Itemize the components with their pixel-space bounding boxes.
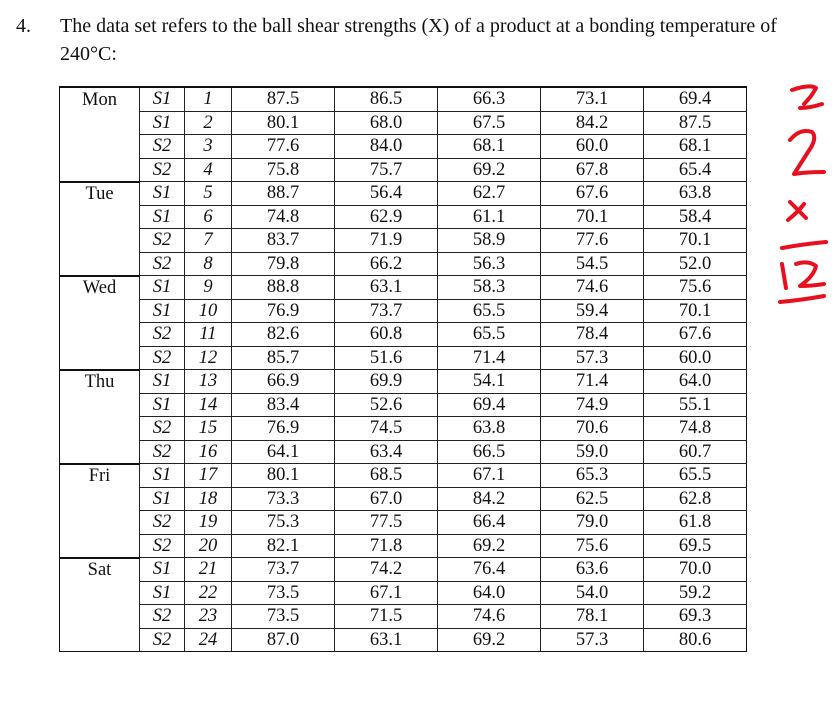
sample-number-cell: 18 — [185, 487, 232, 511]
sample-number-cell: 2 — [185, 111, 232, 135]
value-cell: 71.9 — [335, 229, 438, 253]
sample-number-cell: 20 — [185, 534, 232, 558]
value-cell: 70.1 — [644, 299, 747, 323]
value-cell: 59.4 — [541, 299, 644, 323]
value-cell: 67.6 — [644, 323, 747, 347]
table-row — [60, 346, 747, 370]
annotation-fraction-bar — [782, 242, 826, 248]
shift-cell: S2 — [140, 158, 185, 182]
day-cell — [60, 393, 140, 417]
value-cell: 84.2 — [438, 487, 541, 511]
value-cell: 62.5 — [541, 487, 644, 511]
table-row — [60, 605, 747, 629]
value-cell: 63.1 — [335, 276, 438, 300]
value-cell: 86.5 — [335, 87, 438, 111]
value-cell: 74.9 — [541, 393, 644, 417]
table-row — [60, 534, 747, 558]
table-row — [60, 393, 747, 417]
value-cell: 57.3 — [541, 628, 644, 652]
day-cell — [60, 511, 140, 535]
value-cell: 67.8 — [541, 158, 644, 182]
value-cell: 71.4 — [438, 346, 541, 370]
table-row — [60, 487, 747, 511]
day-cell — [60, 605, 140, 629]
value-cell: 68.1 — [438, 135, 541, 159]
value-cell: 61.1 — [438, 205, 541, 229]
sample-number-cell: 19 — [185, 511, 232, 535]
day-cell: Thu — [60, 370, 140, 394]
value-cell: 67.1 — [335, 581, 438, 605]
sample-number-cell: 6 — [185, 205, 232, 229]
data-table-body — [60, 87, 747, 652]
value-cell: 77.6 — [541, 229, 644, 253]
value-cell: 51.6 — [335, 346, 438, 370]
sample-number-cell: 12 — [185, 346, 232, 370]
shift-cell: S1 — [140, 111, 185, 135]
shift-cell: S2 — [140, 417, 185, 441]
sample-number-cell: 7 — [185, 229, 232, 253]
value-cell: 74.2 — [335, 558, 438, 582]
value-cell: 58.9 — [438, 229, 541, 253]
value-cell: 62.7 — [438, 182, 541, 206]
table-row — [60, 440, 747, 464]
value-cell: 66.2 — [335, 252, 438, 276]
value-cell: 59.0 — [541, 440, 644, 464]
day-cell: Sat — [60, 558, 140, 582]
shift-cell: S2 — [140, 135, 185, 159]
value-cell: 73.1 — [541, 87, 644, 111]
value-cell: 87.5 — [644, 111, 747, 135]
value-cell: 73.3 — [232, 487, 335, 511]
value-cell: 71.5 — [335, 605, 438, 629]
table-row — [60, 111, 747, 135]
value-cell: 75.6 — [644, 276, 747, 300]
day-cell: Tue — [60, 182, 140, 206]
shift-cell: S2 — [140, 440, 185, 464]
sample-number-cell: 3 — [185, 135, 232, 159]
value-cell: 75.8 — [232, 158, 335, 182]
shift-cell: S1 — [140, 276, 185, 300]
value-cell: 69.2 — [438, 534, 541, 558]
shift-cell: S2 — [140, 323, 185, 347]
sample-number-cell: 4 — [185, 158, 232, 182]
day-cell — [60, 205, 140, 229]
value-cell: 77.6 — [232, 135, 335, 159]
value-cell: 78.1 — [541, 605, 644, 629]
value-cell: 54.0 — [541, 581, 644, 605]
table-row — [60, 558, 747, 582]
value-cell: 69.4 — [644, 87, 747, 111]
value-cell: 77.5 — [335, 511, 438, 535]
sample-number-cell: 5 — [185, 182, 232, 206]
value-cell: 65.4 — [644, 158, 747, 182]
shift-cell: S2 — [140, 605, 185, 629]
shift-cell: S1 — [140, 464, 185, 488]
value-cell: 70.1 — [541, 205, 644, 229]
value-cell: 52.6 — [335, 393, 438, 417]
value-cell: 58.3 — [438, 276, 541, 300]
value-cell: 73.5 — [232, 605, 335, 629]
day-cell — [60, 346, 140, 370]
value-cell: 71.4 — [541, 370, 644, 394]
annotation-digit-12 — [782, 262, 824, 288]
value-cell: 87.5 — [232, 87, 335, 111]
data-table — [59, 86, 747, 652]
value-cell: 60.0 — [644, 346, 747, 370]
value-cell: 65.5 — [438, 299, 541, 323]
day-cell — [60, 487, 140, 511]
shift-cell: S1 — [140, 581, 185, 605]
value-cell: 80.1 — [232, 111, 335, 135]
day-cell — [60, 229, 140, 253]
day-cell — [60, 628, 140, 652]
value-cell: 76.9 — [232, 417, 335, 441]
sample-number-cell: 24 — [185, 628, 232, 652]
value-cell: 71.8 — [335, 534, 438, 558]
day-cell: Fri — [60, 464, 140, 488]
value-cell: 65.5 — [438, 323, 541, 347]
value-cell: 66.3 — [438, 87, 541, 111]
value-cell: 64.0 — [644, 370, 747, 394]
value-cell: 69.5 — [644, 534, 747, 558]
value-cell: 88.7 — [232, 182, 335, 206]
value-cell: 73.7 — [335, 299, 438, 323]
value-cell: 52.0 — [644, 252, 747, 276]
shift-cell: S2 — [140, 252, 185, 276]
value-cell: 78.4 — [541, 323, 644, 347]
value-cell: 68.5 — [335, 464, 438, 488]
value-cell: 70.0 — [644, 558, 747, 582]
value-cell: 66.5 — [438, 440, 541, 464]
value-cell: 64.1 — [232, 440, 335, 464]
value-cell: 82.1 — [232, 534, 335, 558]
value-cell: 74.8 — [232, 205, 335, 229]
value-cell: 74.8 — [644, 417, 747, 441]
value-cell: 62.9 — [335, 205, 438, 229]
question-number: 4. — [16, 15, 31, 37]
table-row — [60, 370, 747, 394]
value-cell: 54.5 — [541, 252, 644, 276]
value-cell: 84.0 — [335, 135, 438, 159]
value-cell: 74.6 — [438, 605, 541, 629]
table-row — [60, 417, 747, 441]
value-cell: 69.3 — [644, 605, 747, 629]
day-cell: Mon — [60, 87, 140, 111]
value-cell: 63.6 — [541, 558, 644, 582]
value-cell: 60.8 — [335, 323, 438, 347]
value-cell: 65.3 — [541, 464, 644, 488]
value-cell: 75.6 — [541, 534, 644, 558]
value-cell: 69.4 — [438, 393, 541, 417]
table-row — [60, 205, 747, 229]
value-cell: 67.0 — [335, 487, 438, 511]
annotation-top-mark — [792, 86, 822, 108]
value-cell: 68.1 — [644, 135, 747, 159]
shift-cell: S2 — [140, 229, 185, 253]
value-cell: 67.6 — [541, 182, 644, 206]
sample-number-cell: 22 — [185, 581, 232, 605]
value-cell: 69.2 — [438, 628, 541, 652]
table-row — [60, 182, 747, 206]
sample-number-cell: 14 — [185, 393, 232, 417]
value-cell: 63.8 — [438, 417, 541, 441]
day-cell — [60, 417, 140, 441]
value-cell: 68.0 — [335, 111, 438, 135]
value-cell: 65.5 — [644, 464, 747, 488]
annotation-digit-2 — [790, 131, 824, 174]
shift-cell: S1 — [140, 205, 185, 229]
sample-number-cell: 9 — [185, 276, 232, 300]
value-cell: 74.5 — [335, 417, 438, 441]
value-cell: 70.1 — [644, 229, 747, 253]
shift-cell: S2 — [140, 511, 185, 535]
sample-number-cell: 15 — [185, 417, 232, 441]
shift-cell: S1 — [140, 487, 185, 511]
sample-number-cell: 17 — [185, 464, 232, 488]
value-cell: 55.1 — [644, 393, 747, 417]
shift-cell: S1 — [140, 182, 185, 206]
value-cell: 69.9 — [335, 370, 438, 394]
value-cell: 73.7 — [232, 558, 335, 582]
value-cell: 67.1 — [438, 464, 541, 488]
table-row — [60, 229, 747, 253]
value-cell: 56.4 — [335, 182, 438, 206]
table-row — [60, 276, 747, 300]
day-cell — [60, 252, 140, 276]
table-row — [60, 158, 747, 182]
table-row — [60, 299, 747, 323]
sample-number-cell: 23 — [185, 605, 232, 629]
value-cell: 73.5 — [232, 581, 335, 605]
table-row — [60, 511, 747, 535]
table-row — [60, 628, 747, 652]
value-cell: 63.4 — [335, 440, 438, 464]
value-cell: 70.6 — [541, 417, 644, 441]
question-text: The data set refers to the ball shear strengths (X) of a product at a bonding temperature of 240°C: — [60, 15, 777, 65]
value-cell: 60.0 — [541, 135, 644, 159]
value-cell: 80.1 — [232, 464, 335, 488]
day-cell — [60, 581, 140, 605]
value-cell: 83.4 — [232, 393, 335, 417]
value-cell: 54.1 — [438, 370, 541, 394]
sample-number-cell: 21 — [185, 558, 232, 582]
day-cell — [60, 299, 140, 323]
value-cell: 63.1 — [335, 628, 438, 652]
handwritten-annotation — [760, 80, 830, 320]
table-row — [60, 464, 747, 488]
value-cell: 75.3 — [232, 511, 335, 535]
shift-cell: S1 — [140, 370, 185, 394]
day-cell — [60, 534, 140, 558]
value-cell: 61.8 — [644, 511, 747, 535]
value-cell: 80.6 — [644, 628, 747, 652]
value-cell: 79.0 — [541, 511, 644, 535]
annotation-x-mark — [788, 202, 806, 220]
value-cell: 66.4 — [438, 511, 541, 535]
value-cell: 56.3 — [438, 252, 541, 276]
sample-number-cell: 13 — [185, 370, 232, 394]
value-cell: 58.4 — [644, 205, 747, 229]
shift-cell: S1 — [140, 299, 185, 323]
value-cell: 57.3 — [541, 346, 644, 370]
value-cell: 62.8 — [644, 487, 747, 511]
sample-number-cell: 8 — [185, 252, 232, 276]
sample-number-cell: 16 — [185, 440, 232, 464]
shift-cell: S2 — [140, 628, 185, 652]
day-cell — [60, 135, 140, 159]
day-cell: Wed — [60, 276, 140, 300]
value-cell: 59.2 — [644, 581, 747, 605]
value-cell: 76.9 — [232, 299, 335, 323]
table-row — [60, 135, 747, 159]
annotation-underline — [780, 296, 824, 302]
table-row — [60, 323, 747, 347]
value-cell: 63.8 — [644, 182, 747, 206]
value-cell: 76.4 — [438, 558, 541, 582]
shift-cell: S1 — [140, 393, 185, 417]
day-cell — [60, 111, 140, 135]
value-cell: 83.7 — [232, 229, 335, 253]
sample-number-cell: 11 — [185, 323, 232, 347]
value-cell: 87.0 — [232, 628, 335, 652]
day-cell — [60, 158, 140, 182]
shift-cell: S1 — [140, 87, 185, 111]
sample-number-cell: 1 — [185, 87, 232, 111]
table-row — [60, 87, 747, 111]
value-cell: 66.9 — [232, 370, 335, 394]
day-cell — [60, 323, 140, 347]
sample-number-cell: 10 — [185, 299, 232, 323]
value-cell: 67.5 — [438, 111, 541, 135]
table-row — [60, 581, 747, 605]
value-cell: 75.7 — [335, 158, 438, 182]
day-cell — [60, 440, 140, 464]
value-cell: 60.7 — [644, 440, 747, 464]
value-cell: 84.2 — [541, 111, 644, 135]
value-cell: 74.6 — [541, 276, 644, 300]
value-cell: 85.7 — [232, 346, 335, 370]
value-cell: 79.8 — [232, 252, 335, 276]
shift-cell: S1 — [140, 558, 185, 582]
value-cell: 82.6 — [232, 323, 335, 347]
value-cell: 88.8 — [232, 276, 335, 300]
shift-cell: S2 — [140, 346, 185, 370]
table-row — [60, 252, 747, 276]
shift-cell: S2 — [140, 534, 185, 558]
value-cell: 64.0 — [438, 581, 541, 605]
value-cell: 69.2 — [438, 158, 541, 182]
